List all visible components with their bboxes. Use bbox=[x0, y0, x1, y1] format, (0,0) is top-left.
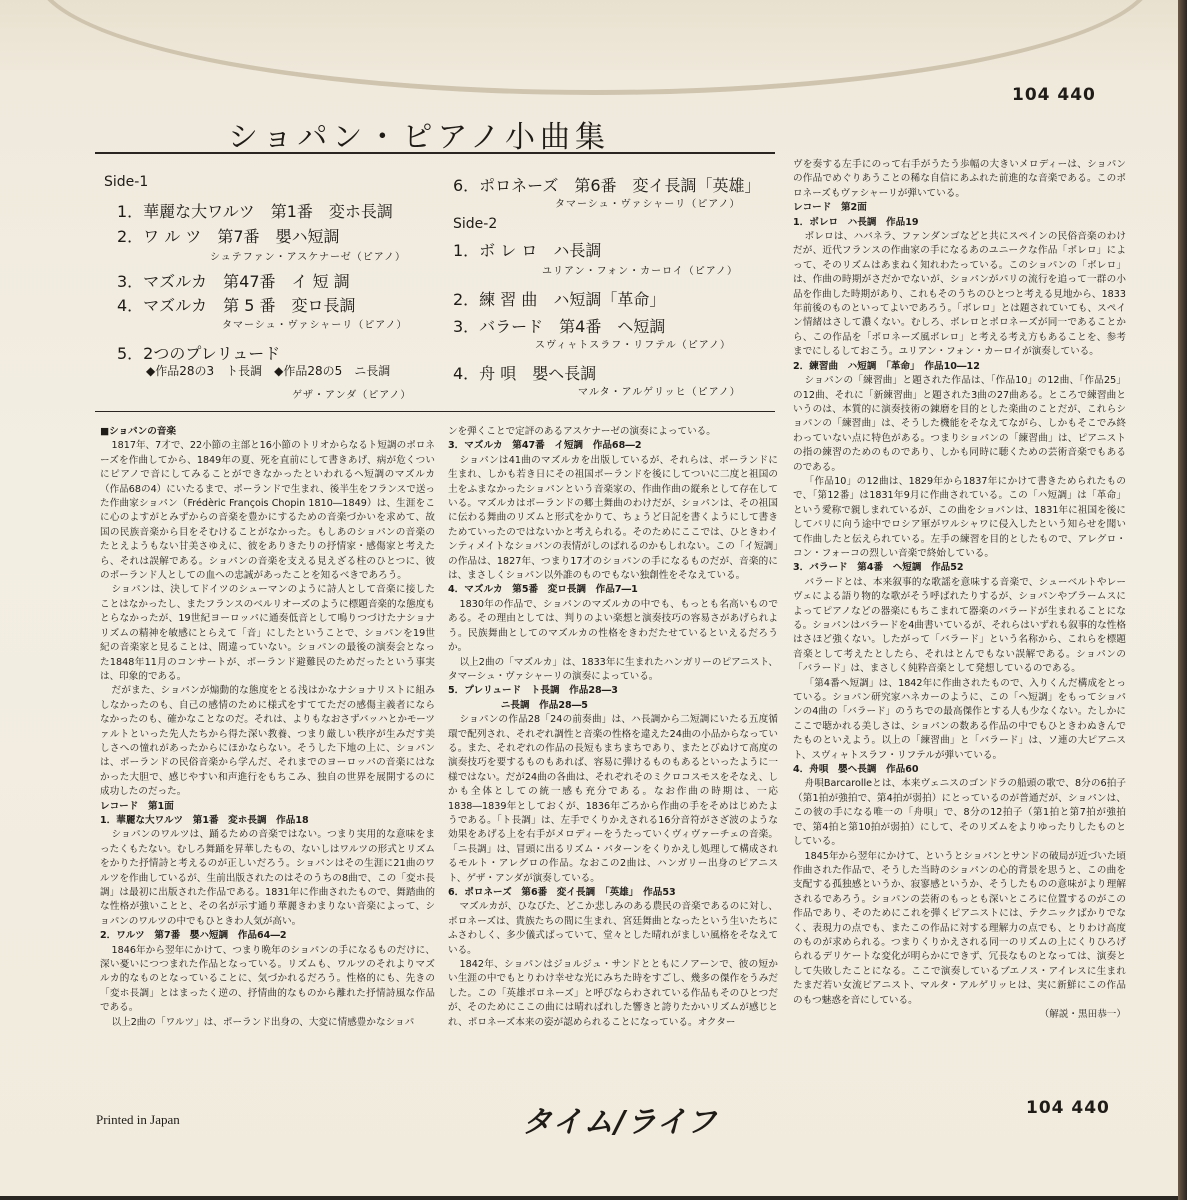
sleeve-right-edge bbox=[1178, 0, 1187, 1200]
performer-s1-6: タマーシュ・ヴァシャーリ（ピアノ） bbox=[555, 199, 741, 210]
notes-paragraph: ショパンのワルツは、踊るための音楽ではない。つまり実用的な意味をまったくもたない。むしろ舞踊を昇華したもの、ないしはワルツの形式とリズムをかりた抒情詩と考えるのが正しいだろう。ショパンはその生涯に21曲のワルツを作曲しているが、生前出版されたのはそのうちの8曲で、この「変ホ長調」は最初に出版された作品である。1831年に作曲されたもので、舞踏曲的な性格が強いことと、その名が示す通り華麗きわまりない音楽によって、ショパンのワルツの中でもひときわ人気が高い。 bbox=[100, 829, 435, 927]
track-s1-4: 4．マズルカ 第 5 番 変ロ長調 bbox=[117, 296, 356, 315]
notes-paragraph: ンを弾くことで定評のあるアスケナーゼの演奏によっている。 bbox=[448, 426, 716, 437]
notes-paragraph: 1845年から翌年にかけて、というとショパンとサンドの破局が近づいた頃作曲された作品で、そうした当時のショパンの心的背景を思うと、この曲を支配する孤独感というか、寂寥感というか、そうしたものの意味がより理解されるであろう。ショパンの芸術のもっとも深いところに位置するのがこの作品であり、そのためにこれを弾くピアニストには、テクニックばかりでなく、表現力の点でも、またこの作品に対する理解力の点でも、とりわけ高度のものが求められる。つまりくりかえされる同一のリズムの上にくりひろげられるデリケートな変化が明らかにできず、冗長なものとなっては、演奏として失敗したことになる。ここで演奏しているブエノス・アイレスに生まれたまだ若い女流ピアニスト、マルタ・アルゲリッヒは、実に新鮮にこの作品のもつ魅惑を音にしている。 bbox=[793, 850, 1126, 1006]
notes-heading: ■ショパンの音楽 bbox=[100, 426, 177, 437]
catalog-number-top: 104 440 bbox=[1012, 85, 1096, 105]
title-rule bbox=[95, 152, 775, 154]
notes-paragraph: 以上2曲の「マズルカ」は、1833年に生まれたハンガリーのピアニスト、タマーシュ・ヴァシャーリの演奏によっている。 bbox=[448, 656, 778, 682]
notes-section-heading: レコード 第1面 bbox=[100, 800, 174, 812]
track-s1-1: 1．華麗な大ワルツ 第1番 変ホ長調 bbox=[117, 202, 393, 221]
notes-credit: （解説・黒田恭一） bbox=[1039, 1008, 1126, 1020]
notes-paragraph: ヴを奏する左手にのって右手がうたう歩幅の大きいメロディーは、ショパンの作品でめぐりあうことの稀な自信にあふれた前進的な音楽である。このポロネーズもヴァシャーリが弾いている。 bbox=[793, 159, 1126, 199]
notes-paragraph: ボレロは、ハバネラ、ファンダンゴなどと共にスペインの民俗音楽のわけだが、近代フランスの作曲家の手になるあのユニークな作品「ボレロ」によって、そのリズムはあまねく知れわたっている。このショパンの「ボレロ」は、作曲の時期がさだかでないが、ショパンがパリの流行を追って一群の小品を作曲した時期があり、これもそのうちのひとつと考える見地から、1833年前後のものといってよいであろう。「ボレロ」とは題されていても、スペイン情緒はさして濃くない。むしろ、ボレロとポロネーズが同一であることから、この作品を「ポロネーズ風ボレロ」と考える考え方もあることを、参考までにしるしておこう。ユリアン・フォン・カーロイが演奏している。 bbox=[793, 231, 1126, 358]
notes-paragraph: ショパンは41曲のマズルカを出版しているが、それらは、ポーランドに生まれ、しかも若き日にその祖国ポーランドを後にしてついに二度と祖国の土をふまなかったショパンという音楽家の、作曲作曲の縦糸として存在している。マズルカはポーランドの郷土舞曲のわけだが、ショパンは、その祖国に伝わる舞曲のリズムと形式をかりて、ちょうど日記を書くようにして書きためていったのではないかと考えられる。そのためにここでは、ひときわインティメイトなショパンの表情がしのばれるのかもしれない。この「イ短調」の作品は、1827年、つまり17才のショパンの手になるものだが、音楽的には、まさしくショパン以外誰のものでもない独創性をそなえている。 bbox=[448, 454, 778, 582]
notes-paragraph: 以上2曲の「ワルツ」は、ポーランド出身の、大変に情感豊かなショパ bbox=[111, 1016, 415, 1028]
notes-piece-heading: 2．練習曲 ハ短調 「革命」 作品10―12 bbox=[793, 360, 980, 372]
side1-label: Side-1 bbox=[104, 174, 149, 190]
notes-paragraph: ショパンの作品28「24の前奏曲」は、ハ長調から二短調にいたる五度循環で配列され、それぞれ調性と音楽の性格を違えた24曲の小品からなっている。また、それぞれの作品の長短もまちまちであり、またとびぬけて高度の演奏技巧を要するものもあれば、容易に弾けるものもあるといったように一様ではない。だが24曲の各曲は、それぞれそのミクロコスモスをそなえ、しかも全体としての統一感も充分である。なお作曲の時期は、一応1838―1839年としておくが、1836年ごろから作曲の手をそめはじめたようである。「ト長調」は、左手でくりかえされる16分音符がさざ波のような効果をあげる上を右手がメロディーをうたっていくヴィヴァーチェの音楽。「ニ長調」は、冒頭に出るリズム・パターンをくりかえし処理して構成されるモルト・アレグロの作品。なおこの2曲は、ハンガリー出身のピアニスト、ゲザ・アンダが演奏している。 bbox=[448, 714, 778, 884]
notes-piece-heading: 2．ワルツ 第7番 嬰ハ短調 作品64―2 bbox=[100, 930, 287, 942]
notes-piece-heading: ニ長調 作品28―5 bbox=[500, 699, 588, 711]
notes-piece-heading: 3．バラード 第4番 ヘ短調 作品52 bbox=[793, 562, 964, 574]
track-s2-3: 3．バラード 第4番 ヘ短調 bbox=[453, 317, 666, 336]
notes-paragraph: だがまた、ショパンが煽動的な態度をとる浅はかなナショナリストに組みしなかったのも、自己の感情のために様式をすててただの感傷主義者にならなかったのも、確かなことなのだ。それは、よりもなおさずバッハとかモーツァルトといった先人たちから得た深い教養、つまり厳しい秩序が生みだす美しさへの憧れがあったからにほかならない。そうした下地の上に、ショパンは、ポーランドの民俗音楽から学んだ、それまでのヨーロッパの音楽にはなかった大胆で、感じやすい和声進行をもちこみ、独自の世界を展開するのに成功したのだった。 bbox=[100, 685, 435, 798]
notes-paragraph: 1842年、ショパンはジョルジュ・サンドとともにノアーンで、彼の短かい生涯の中でもとりわけ幸せな光にみちた時をすごし、幾多の傑作をうみだした。この「英雄ポロネーズ」と呼びならわされている作品もそのひとつだが、そのためにここの曲には晴ればれした響きと誇りたかいリズムが感じとれ、ポロネーズ本来の姿が認められることになっている。オクター bbox=[448, 959, 778, 1028]
notes-piece-heading: 4．マズルカ 第5番 変ロ長調 作品7―1 bbox=[448, 584, 638, 596]
notes-paragraph: 舟唄Barcarolleとは、本来ヴェニスのゴンドラの船頭の歌で、8分の6拍子（第1拍が強拍で、第4拍が弱拍）にとっているのが普通だが、ショパンは、この彼の手になる唯一の「舟唄」で、8分の12拍子（第1拍と第7拍が強拍で、第4拍と第10拍が弱拍）にして、そのリズムをよりゆったりしたものとしている。 bbox=[793, 778, 1126, 848]
track-s1-5-sub: ◆作品28の3 ト長調 ◆作品28の5 ニ長調 bbox=[146, 364, 391, 378]
track-s2-4: 4．舟 唄 嬰ヘ長調 bbox=[453, 364, 597, 383]
sleeve-edge-arc bbox=[35, 0, 1155, 95]
notes-paragraph: 「第4番へ短調」は、1842年に作曲されたもので、入りくんだ構成をとっている。ショパン研究家ハネカーのように、この「ヘ短調」をもってショパンの4曲の「バラード」のうちでの最高傑作とする人も少なくない。たしかにここで聴かれる美しさは、ショパンの数ある作品の中でもひときわぬきんでたものといえよう。以上の「練習曲」と「バラード」は、ソ連の大ピアニスト、スヴィャトスラフ・リフテルが弾いている。 bbox=[793, 677, 1126, 761]
notes-paragraph: マズルカが、ひなびた、どこか悲しみのある農民の音楽であるのに対し、ポロネーズは、貴族たちの間に生まれ、宮廷舞曲となったという生いたちにふさわしく、多少儀式ばっていて、堂々とした晴れがましい風格をそなえている。 bbox=[448, 901, 778, 956]
printed-in-japan: Printed in Japan bbox=[96, 1112, 180, 1127]
notes-paragraph: 1846年から翌年にかけて、つまり晩年のショパンの手になるものだけに、深い憂いにつつまれた作品となっている。リズムも、ワルツのそれよりマズルカ的なものとなっていることに、気づかれるだろう。性格的にも、先きの「変ホ長調」とはまったく逆の、抒情曲的なものから離れた抒情詩風な作品である。 bbox=[100, 944, 435, 1014]
notes-paragraph: ショパンは、決してドイツのシューマンのように詩人として音楽に接したことはなかったし、またフランスのベルリオーズのように標題音楽的な態度もとらなかったが、19世紀ヨーロッパに通奏低音として鳴りつづけたナショナリズムの精神を敏感にとらえて「音」にしたということで、ショパンを19世紀の音楽家と見ることは、間違っていない。ショパンの最後の演奏会となった1848年11月のコンサートが、ポーランド避難民のためだったという事実は、印象的である。 bbox=[100, 584, 435, 682]
track-s1-3: 3．マズルカ 第47番 イ 短 調 bbox=[117, 272, 350, 291]
notes-column-3 bbox=[793, 158, 1126, 1022]
performer-s2-3: スヴィャトスラフ・リフテル（ピアノ） bbox=[535, 340, 731, 351]
track-s1-2: 2．ワ ル ツ 第7番 嬰ハ短調 bbox=[117, 227, 340, 246]
notes-piece-heading: 4．舟唄 嬰ヘ長調 作品60 bbox=[793, 764, 919, 776]
album-title: ショパン・ピアノ小曲集 bbox=[228, 120, 610, 155]
label-logo: タイム/ライフ bbox=[522, 1105, 718, 1140]
track-s2-1: 1．ボ レ ロ ハ長調 bbox=[453, 241, 602, 260]
notes-paragraph: 「作品10」の12曲は、1829年から1837年にかけて書きためられたもので、「第12番」は1831年9月に作曲されている。この「ハ短調」は「革命」という愛称で親しまれているが、この曲をショパンは、1831年に祖国を後にしてパリに向う途中でロシア軍がワルシャワに侵入したという知らせを聞いて作曲したと伝えられている。左手の練習を目的としたもので、アレグロ・コン・フォーコの烈しい音楽で終始している。 bbox=[793, 475, 1126, 559]
notes-column-1 bbox=[100, 425, 435, 1030]
catalog-number-bottom: 104 440 bbox=[1026, 1098, 1110, 1118]
notes-column-2 bbox=[448, 425, 778, 1030]
notes-section-heading: レコード 第2面 bbox=[793, 202, 867, 214]
performer-s2-4: マルタ・アルゲリッヒ（ピアノ） bbox=[578, 387, 741, 398]
track-s2-2: 2．練 習 曲 ハ短調「革命」 bbox=[453, 290, 666, 309]
notes-piece-heading: 1．華麗な大ワルツ 第1番 変ホ長調 作品18 bbox=[100, 814, 309, 826]
performer-s1-2: シュテファン・アスケナーゼ（ピアノ） bbox=[210, 252, 406, 263]
notes-paragraph: 1830年の作品で、ショパンのマズルカの中でも、もっとも名高いものである。その理由としては、判りのよい楽想と演奏技巧の容易さがあげられよう。民族舞曲としてのマズルカの性格をきわだたせているといえるだろうか。 bbox=[448, 598, 778, 654]
track-s1-6: 6．ポロネーズ 第6番 変イ長調「英雄」 bbox=[453, 176, 761, 195]
liner-notes-rule bbox=[95, 411, 775, 412]
notes-paragraph: 1817年、7才で、22小節の主部と16小節のトリオからなるト短調のポロネーズを作曲してから、1849年の夏、死を直前にして書きあげ、病が危くついにピアノで音にしてみることができなかったといわれるヘ短調のマズルカ（作品68の4）にいたるまで、ポーランドで生まれ、後半生をフランスで送った作曲家ショパン（Frédèric François Chopin 1810―1849）は、生涯をこに心のよすがとみずからの音楽を豊かにするための音楽づかいを求めて、故国の民族音楽から目をそむけることがなかった。もしあのショパンの音楽のたとえようもない甘美さゆえに、彼をありきたりの抒情家・感傷家と考えたら、それは誤解である。ショパンの音楽を支える見えざる柱のひとつに、彼のポーランド人としての血への忠誠があったことを知るべきであろう。 bbox=[100, 440, 436, 582]
track-s1-5: 5．2つのプレリュード bbox=[117, 344, 281, 363]
notes-piece-heading: 3．マズルカ 第47番 イ短調 作品68―2 bbox=[448, 440, 642, 452]
performer-s1-4: タマーシュ・ヴァシャーリ（ピアノ） bbox=[222, 320, 408, 331]
performer-s1-5: ゲザ・アンダ（ピアノ） bbox=[292, 390, 412, 401]
notes-piece-heading: 6．ポロネーズ 第6番 変イ長調 「英雄」 作品53 bbox=[448, 887, 676, 898]
notes-paragraph: バラードとは、本来叙事的な歌謡を意味する音楽で、シューベルトやレーヴェによる語り物的な歌がそう呼ばれたりするが、ショパンやブラームスによってピアノなどの器楽にもちこまれて器楽のバラードが生まれることになる。ショパンはバラードを4曲書いているが、それらはいずれも叙事的な性格はさほど強くない。したがって「バラード」という名称から、これらを標題音楽として考えたとしたら、それはとんでもない誤解である。ショパンの「バラード」は、まさしく純粋音楽として発想しているのである。 bbox=[793, 576, 1126, 675]
performer-s2-1: ユリアン・フォン・カーロイ（ピアノ） bbox=[542, 266, 738, 277]
side2-label: Side-2 bbox=[453, 216, 498, 232]
notes-piece-heading: 5．プレリュード ト長調 作品28―3 bbox=[448, 685, 618, 697]
notes-paragraph: ショパンの「練習曲」と題された作品は、「作品10」の12曲、「作品25」の12曲、それに「新練習曲」と題された3曲の27曲ある。ところで練習曲というのは、本質的に演奏技術の錬磨を目的とした楽曲のことだが、これらショパンの「練習曲」は、そうした機能をそなえてながら、しかもそこでみ終わっていない点に特色がある。つまりショパンの「練習曲」は、ピアニストの指の練習のためのものであり、しかも同時に聴くための芸術音楽でもあるのである。 bbox=[793, 375, 1126, 473]
notes-piece-heading: 1．ボレロ ハ長調 作品19 bbox=[793, 216, 919, 228]
